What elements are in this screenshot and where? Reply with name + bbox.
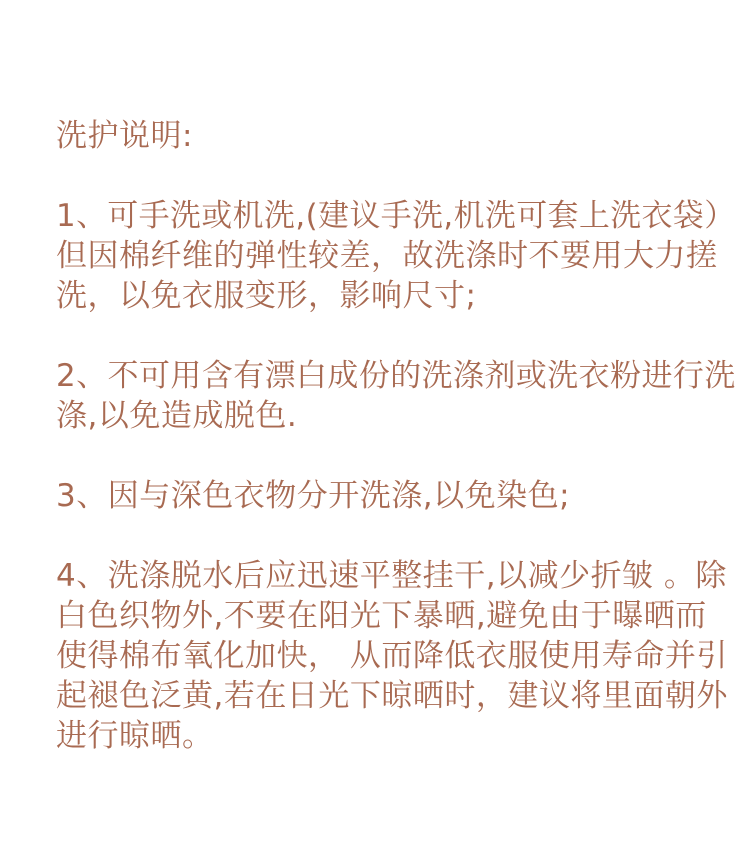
item-4-line-3: 使得棉布氧化加快， 从而降低衣服使用寿命并引 <box>56 638 728 674</box>
care-heading: 洗护说明: <box>56 118 193 154</box>
item-1-line-2: 但因棉纤维的弹性较差，故洗涤时不要用大力搓 <box>56 238 718 274</box>
item-4-line-2: 白色织物外,不要在阳光下暴晒,避免由于曝晒而 <box>56 598 707 634</box>
item-4-line-1: 4、洗涤脱水后应迅速平整挂干,以减少折皱 。除 <box>56 558 727 594</box>
item-2-line-2: 涤,以免造成脱色. <box>56 398 298 434</box>
item-2-line-1: 2、不可用含有漂白成份的洗涤剂或洗衣粉进行洗 <box>56 358 736 394</box>
item-4-line-4: 起褪色泛黄,若在日光下晾晒时，建议将里面朝外 <box>56 678 728 714</box>
item-3-line-1: 3、因与深色衣物分开洗涤,以免染色; <box>56 478 571 514</box>
item-1-line-3: 洗，以免衣服变形，影响尺寸; <box>56 278 477 314</box>
item-4-line-5: 进行晾晒。 <box>56 718 214 754</box>
item-1-line-1: 1、可手洗或机洗,(建议手洗,机洗可套上洗衣袋） <box>56 198 736 234</box>
